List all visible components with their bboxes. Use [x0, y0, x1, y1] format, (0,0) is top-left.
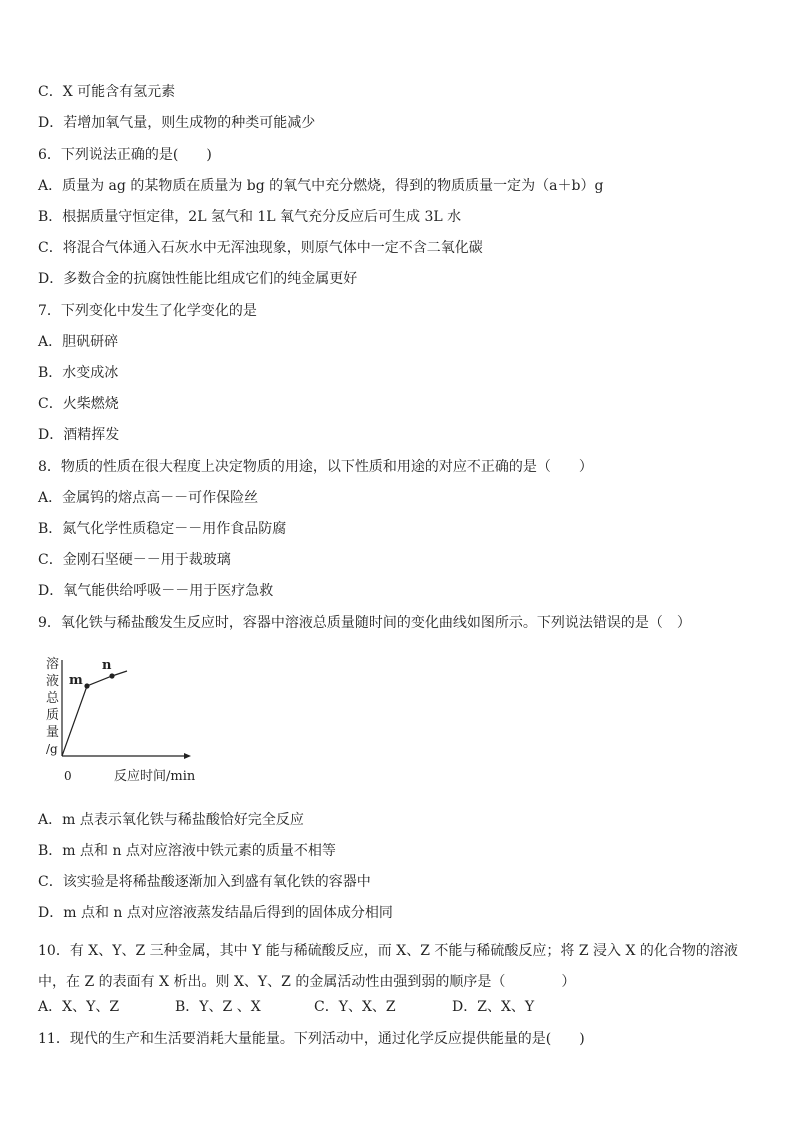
x-axis-label: 反应时间/min [114, 769, 196, 784]
q6-option-a: A．质量为 ag 的某物质在质量为 bg 的氧气中充分燃烧，得到的物质质量一定为（a＋b）g [38, 178, 604, 194]
origin-label: 0 [64, 769, 72, 783]
q10-option-d: D．Z、X、Y [452, 999, 535, 1015]
point-m [84, 683, 89, 688]
q7-stem: 7．下列变化中发生了化学变化的是 [38, 303, 257, 319]
q5-option-c: C．X 可能含有氢元素 [38, 84, 176, 100]
q10-option-b: B．Y、Z 、X [175, 999, 261, 1015]
q7-option-d: D．酒精挥发 [38, 427, 120, 443]
y-label-char: 量 [46, 725, 60, 740]
q6-option-d: D．多数合金的抗腐蚀性能比组成它们的纯金属更好 [38, 271, 358, 287]
y-label-char: 溶 [46, 657, 60, 672]
q7-option-c: C．火柴燃烧 [38, 396, 119, 412]
y-label-char: 总 [46, 691, 60, 706]
q7-option-a: A．胆矾研碎 [38, 334, 119, 350]
q10-stem: 10．有 X、Y、Z 三种金属，其中 Y 能与稀硫酸反应，而 X、Z 不能与稀硫酸反应；将 Z 浸入 X 的化合物的溶液中，在 Z 的表面有 X 析出。则 X、Y、Z 的金属活动性由强到弱的顺序是（ ） [38, 943, 738, 990]
q10-options [38, 998, 738, 1016]
q8-option-a: A．金属钨的熔点高－－可作保险丝 [38, 490, 259, 506]
point-n [109, 673, 114, 678]
y-label-char: 质 [46, 708, 60, 723]
q10-option-c: C．Y、X、Z [314, 999, 396, 1015]
q9-option-a: A．m 点表示氧化铁与稀盐酸恰好完全反应 [38, 812, 304, 828]
q11-stem: 11．现代的生产和生活要消耗大量能量。下列活动中，通过化学反应提供能量的是( ) [38, 1031, 585, 1047]
q9-option-d: D．m 点和 n 点对应溶液蒸发结晶后得到的固体成分相同 [38, 905, 393, 921]
y-label-char: 液 [46, 674, 60, 689]
q8-option-d: D．氧气能供给呼吸－－用于医疗急救 [38, 583, 274, 599]
q5-option-d: D．若增加氧气量，则生成物的种类可能减少 [38, 115, 316, 131]
q7-option-b: B．水变成冰 [38, 365, 119, 381]
q8-option-c: C．金刚石坚硬－－用于裁玻璃 [38, 552, 231, 568]
y-unit-label: /g [46, 742, 58, 756]
q6-option-c: C．将混合气体通入石灰水中无浑浊现象，则原气体中一定不含二氧化碳 [38, 240, 483, 256]
q10-option-a: A．X、Y、Z [38, 999, 120, 1015]
q6-stem: 6．下列说法正确的是( ) [38, 147, 212, 163]
point-label-m: m [69, 673, 83, 688]
y-axis-label [46, 656, 60, 756]
point-label-n: n [102, 658, 112, 673]
q9-option-c: C．该实验是将稀盐酸逐渐加入到盛有氧化铁的容器中 [38, 874, 371, 890]
q8-option-b: B．氮气化学性质稳定－－用作食品防腐 [38, 521, 287, 537]
q9-option-b: B．m 点和 n 点对应溶液中铁元素的质量不相等 [38, 843, 336, 859]
q8-stem: 8．物质的性质在很大程度上决定物质的用途，以下性质和用途的对应不正确的是（ ） [38, 459, 593, 475]
q9-graph [38, 648, 218, 788]
q9-stem: 9．氧化铁与稀盐酸发生反应时，容器中溶液总质量随时间的变化曲线如图所示。下列说法错误的是（ ） [38, 615, 691, 631]
q6-option-b: B．根据质量守恒定律，2L 氢气和 1L 氧气充分反应后可生成 3L 水 [38, 209, 462, 225]
x-axis-arrow [184, 753, 191, 759]
